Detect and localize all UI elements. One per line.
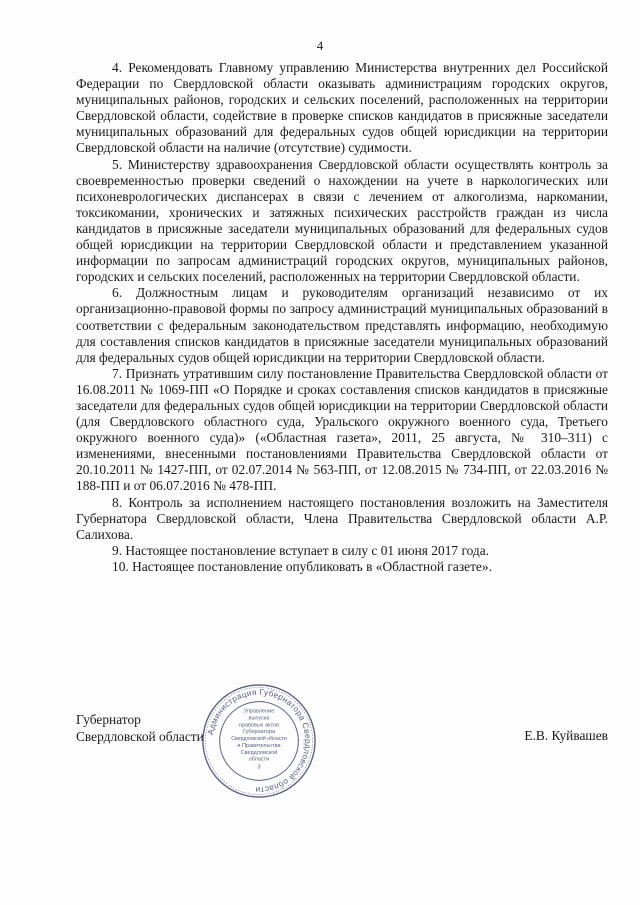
seal-line: выпуска [248,715,270,722]
signatory-title-line1: Губернатор [76,712,141,727]
paragraph-4: 4. Рекомендовать Главному управлению Министерства внутренних дел Российской Федерации по Свердловской области оказывать администрациям городских округов, муниципальных районов, городских и сельских поселений, расположенных на территории Свердловской области, содействие в проверке списков кандидатов в присяжные заседатели муниципальных образований для федеральных судов общей юрисдикции на территории Свердловской области на наличие (отсутствие) судимости. [76,60,608,156]
seal-line: 3 [257,764,261,771]
paragraph-8: 8. Контроль за исполнением настоящего постановления возложить на Заместителя Губернатора Свердловской области, Члена Правительства Свердловской области А.Р. Салихова. [76,494,608,542]
seal-line: Управление [243,708,275,715]
signatory-name: Е.В. Куйвашев [524,728,608,743]
seal-line: правовых актов [238,722,280,729]
signatory-title-line2: Свердловской области [76,728,204,744]
signature-block [76,712,608,772]
document-body [76,60,608,575]
paragraph-7: 7. Признать утратившим силу постановление Правительства Свердловской области от 16.08.2011 № 1069-ПП «О Порядке и сроках составления списков кандидатов в присяжные заседатели для федеральных судов общей юрисдикции на территории Свердловской области (для Свердловского областного суда, Уральского окружного военного суда, Третьего окружного военного суда)» («Областная газета», 2011, 25 августа, № 310–311) с изменениями, внесенными постановлениями Правительства Свердловской области от 20.10.2011 № 1427-ПП, от 02.07.2014 № 563-ПП, от 12.08.2015 № 734-ПП, от 22.03.2016 № 188-ПП и от 06.07.2016 № 478-ПП. [76,365,608,494]
seal-ring-text: Администрация Губернатора Свердловской области [206,687,313,795]
paragraph-10: 10. Настоящее постановление опубликовать в «Областной газете». [112,558,492,574]
paragraph-6: 6. Должностным лицам и руководителям организаций независимо от их организационно-правовой формы по запросу администраций муниципальных образований в соответствии с федеральным законодательством представлять информацию, необходимую для составления списков кандидатов в присяжные заседатели муниципальных образований для федеральных судов общей юрисдикции на территории Свердловской области. [76,285,608,365]
paragraph-5: 5. Министерству здравоохранения Свердловской области осуществлять контроль за своевременностью проверки сведений о нахождении на учете в наркологических или психоневрологических диспансерах в связи с лечением от алкоголизма, наркомании, токсикомании, хронических и затяжных психических расстройств граждан из числа кандидатов в присяжные заседатели муниципальных образований для федеральных судов общей юрисдикции на территории Свердловской области и представлением указанной информации по запросам администраций городских округов, муниципальных районов, городских и сельских поселений, расположенных на территории Свердловской области. [76,156,608,285]
seal-line: области [248,756,270,763]
official-seal [200,682,318,800]
paragraph-9: 9. Настоящее постановление вступает в силу с 01 июня 2017 года. [112,542,490,558]
seal-line: и Правительства [237,742,281,749]
page-number: 4 [316,38,324,53]
seal-line: Губернатора [242,729,276,736]
seal-line: Свердловской области [231,736,287,743]
seal-line: Свердловской [240,749,278,756]
seal-graphic [200,682,318,800]
signatory-title [76,712,204,745]
